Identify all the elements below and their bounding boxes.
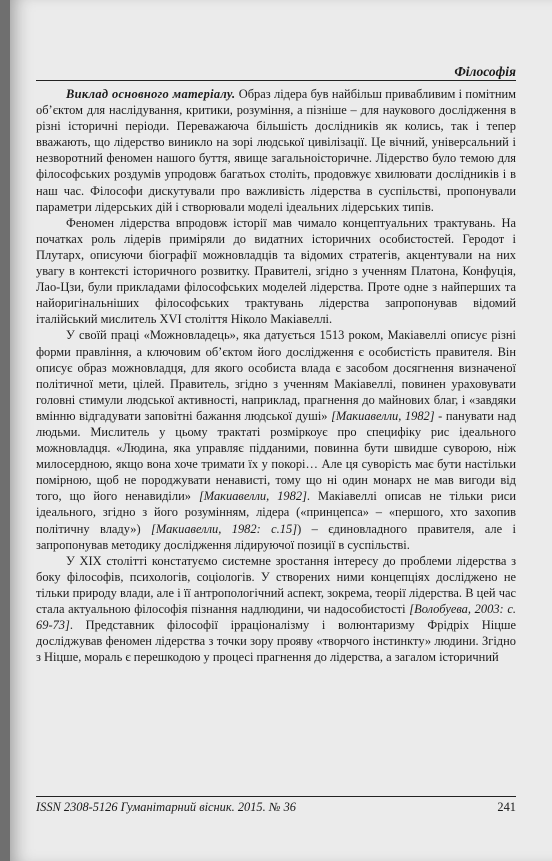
paragraph-text: У XIX столітті констатуємо системне зростання інтересу до проблеми лідерства з боку філософів, психологів, соціологів. У створених ними концепціях досліджено не тільки природу влади, але і її антропологічний аспект, зокрема, теорії лідерства. В цей час стала актуальною філософія пізнання надлюдини, чи надособистості <box>36 553 516 616</box>
citation: [Макиавелли, 1982] <box>331 408 435 423</box>
section-title: Філософія <box>454 64 516 79</box>
page-number: 241 <box>497 800 516 814</box>
paragraph-text: ) – єдиновладного правителя, але і запропонував методику дослідження лідируючої позиції в суспільстві. <box>36 521 516 552</box>
journal-citation: ISSN 2308-5126 Гуманітарний вісник. 2015. № 36 <box>36 800 296 814</box>
paragraph-text: . Макіавеллі описав не тільки риси ідеального, згідно з його розумінням, лідера («принцепса» – «першого, хто захопив політичну владу») <box>36 489 516 536</box>
citation: [Макиавелли, 1982: с.15] <box>151 521 298 536</box>
running-footer <box>36 796 516 815</box>
document-page <box>10 0 552 861</box>
paragraph-intro <box>36 86 516 215</box>
running-header <box>36 62 516 81</box>
paragraph-machiavelli <box>36 327 516 552</box>
citation: [Макиавелли, 1982] <box>198 489 307 504</box>
paragraph-concepts <box>36 215 516 328</box>
citation: [Волобуева, 2003: с. 69-73] <box>36 602 517 633</box>
paragraph-text: . Представник філософії ірраціоналізму і волюнтаризму Фрідріх Ніцше досліджував феномен лідерства з точки зору прояву «творчого інстинкту» людини. Згідно з Ніцше, мораль є перешкодою у процесі прагнення до лідерства, а загалом історичний <box>36 618 516 665</box>
paragraph-text: Образ лідера був найбільш привабливим і помітним об’єктом для наслідування, критики, розуміння, а пізніше – для наукового дослідження в різні історичні періоди. Переважаюча більшість дослідників як колись, так і тепер вважають, що лідерство виникло на зорі людської цивілізації. Це вічний, універсальний і незворотний феномен нашого буття, явище загальноісторичне. Лідерство було темою для філософських роздумів упродовж багатьох століть, продовжує хвилювати дослідників і в наш час. Філософи дискутували про важливість лідерства в суспільстві, пропонували параметри лідерських дій і створювали моделі ідеальних лідерських типів. <box>36 87 517 214</box>
main-text <box>36 86 516 665</box>
paragraph-text: - панувати над людьми. Мислитель у цьому трактаті розміркоує про специфіку рис ідеального можновладця. «Людина, яка управляє підданими, повинна бути швидше суворою, ніж милосердною, якщо вона хоче тримати їх у покорі… Але ця суворість має бути настільки помірною, щоб не породжувати ненависті, тому що ні один монарх не мав вигоди від того, що його ненавиділи» <box>36 408 516 504</box>
subsection-title: Виклад основного матеріалу. <box>66 87 236 101</box>
paragraph-xix-century <box>36 553 516 666</box>
paragraph-text: Феномен лідерства впродовж історії мав чимало концептуальних трактувань. На початках роль лідерів приміряли до видатних історичних особистостей. Геродот і Плутарх, описуючи біографії можновладців та відомих стратегів, акцентували на них увагу в контексті історичного розвитку. Правителі, згідно з ученням Платона, Конфуція, Лао-Цзи, були прикладами філософських моделей лідерства. Проте одне з найперших та найоригінальніших філософських трактувань лідерства запропонував відомий італійський мислитель XVI століття Ніколо Макіавеллі. <box>36 215 516 327</box>
paragraph-text: У своїй праці «Можновладець», яка датується 1513 роком, Макіавеллі описує різні форми правління, а ключовим об’єктом його дослідження є особистість правителя. Він описує образ можновладця, для якого особиста влада є засобом досягнення визначеної політичної мети, цілей. Правитель, згідно з ученням Макіавеллі, повинен ураховувати головні стимули людської активності, наприклад, прагнення до майнових благ, і «завдяки вмінню відгадувати заповітні бажання людської душі» <box>36 328 516 423</box>
